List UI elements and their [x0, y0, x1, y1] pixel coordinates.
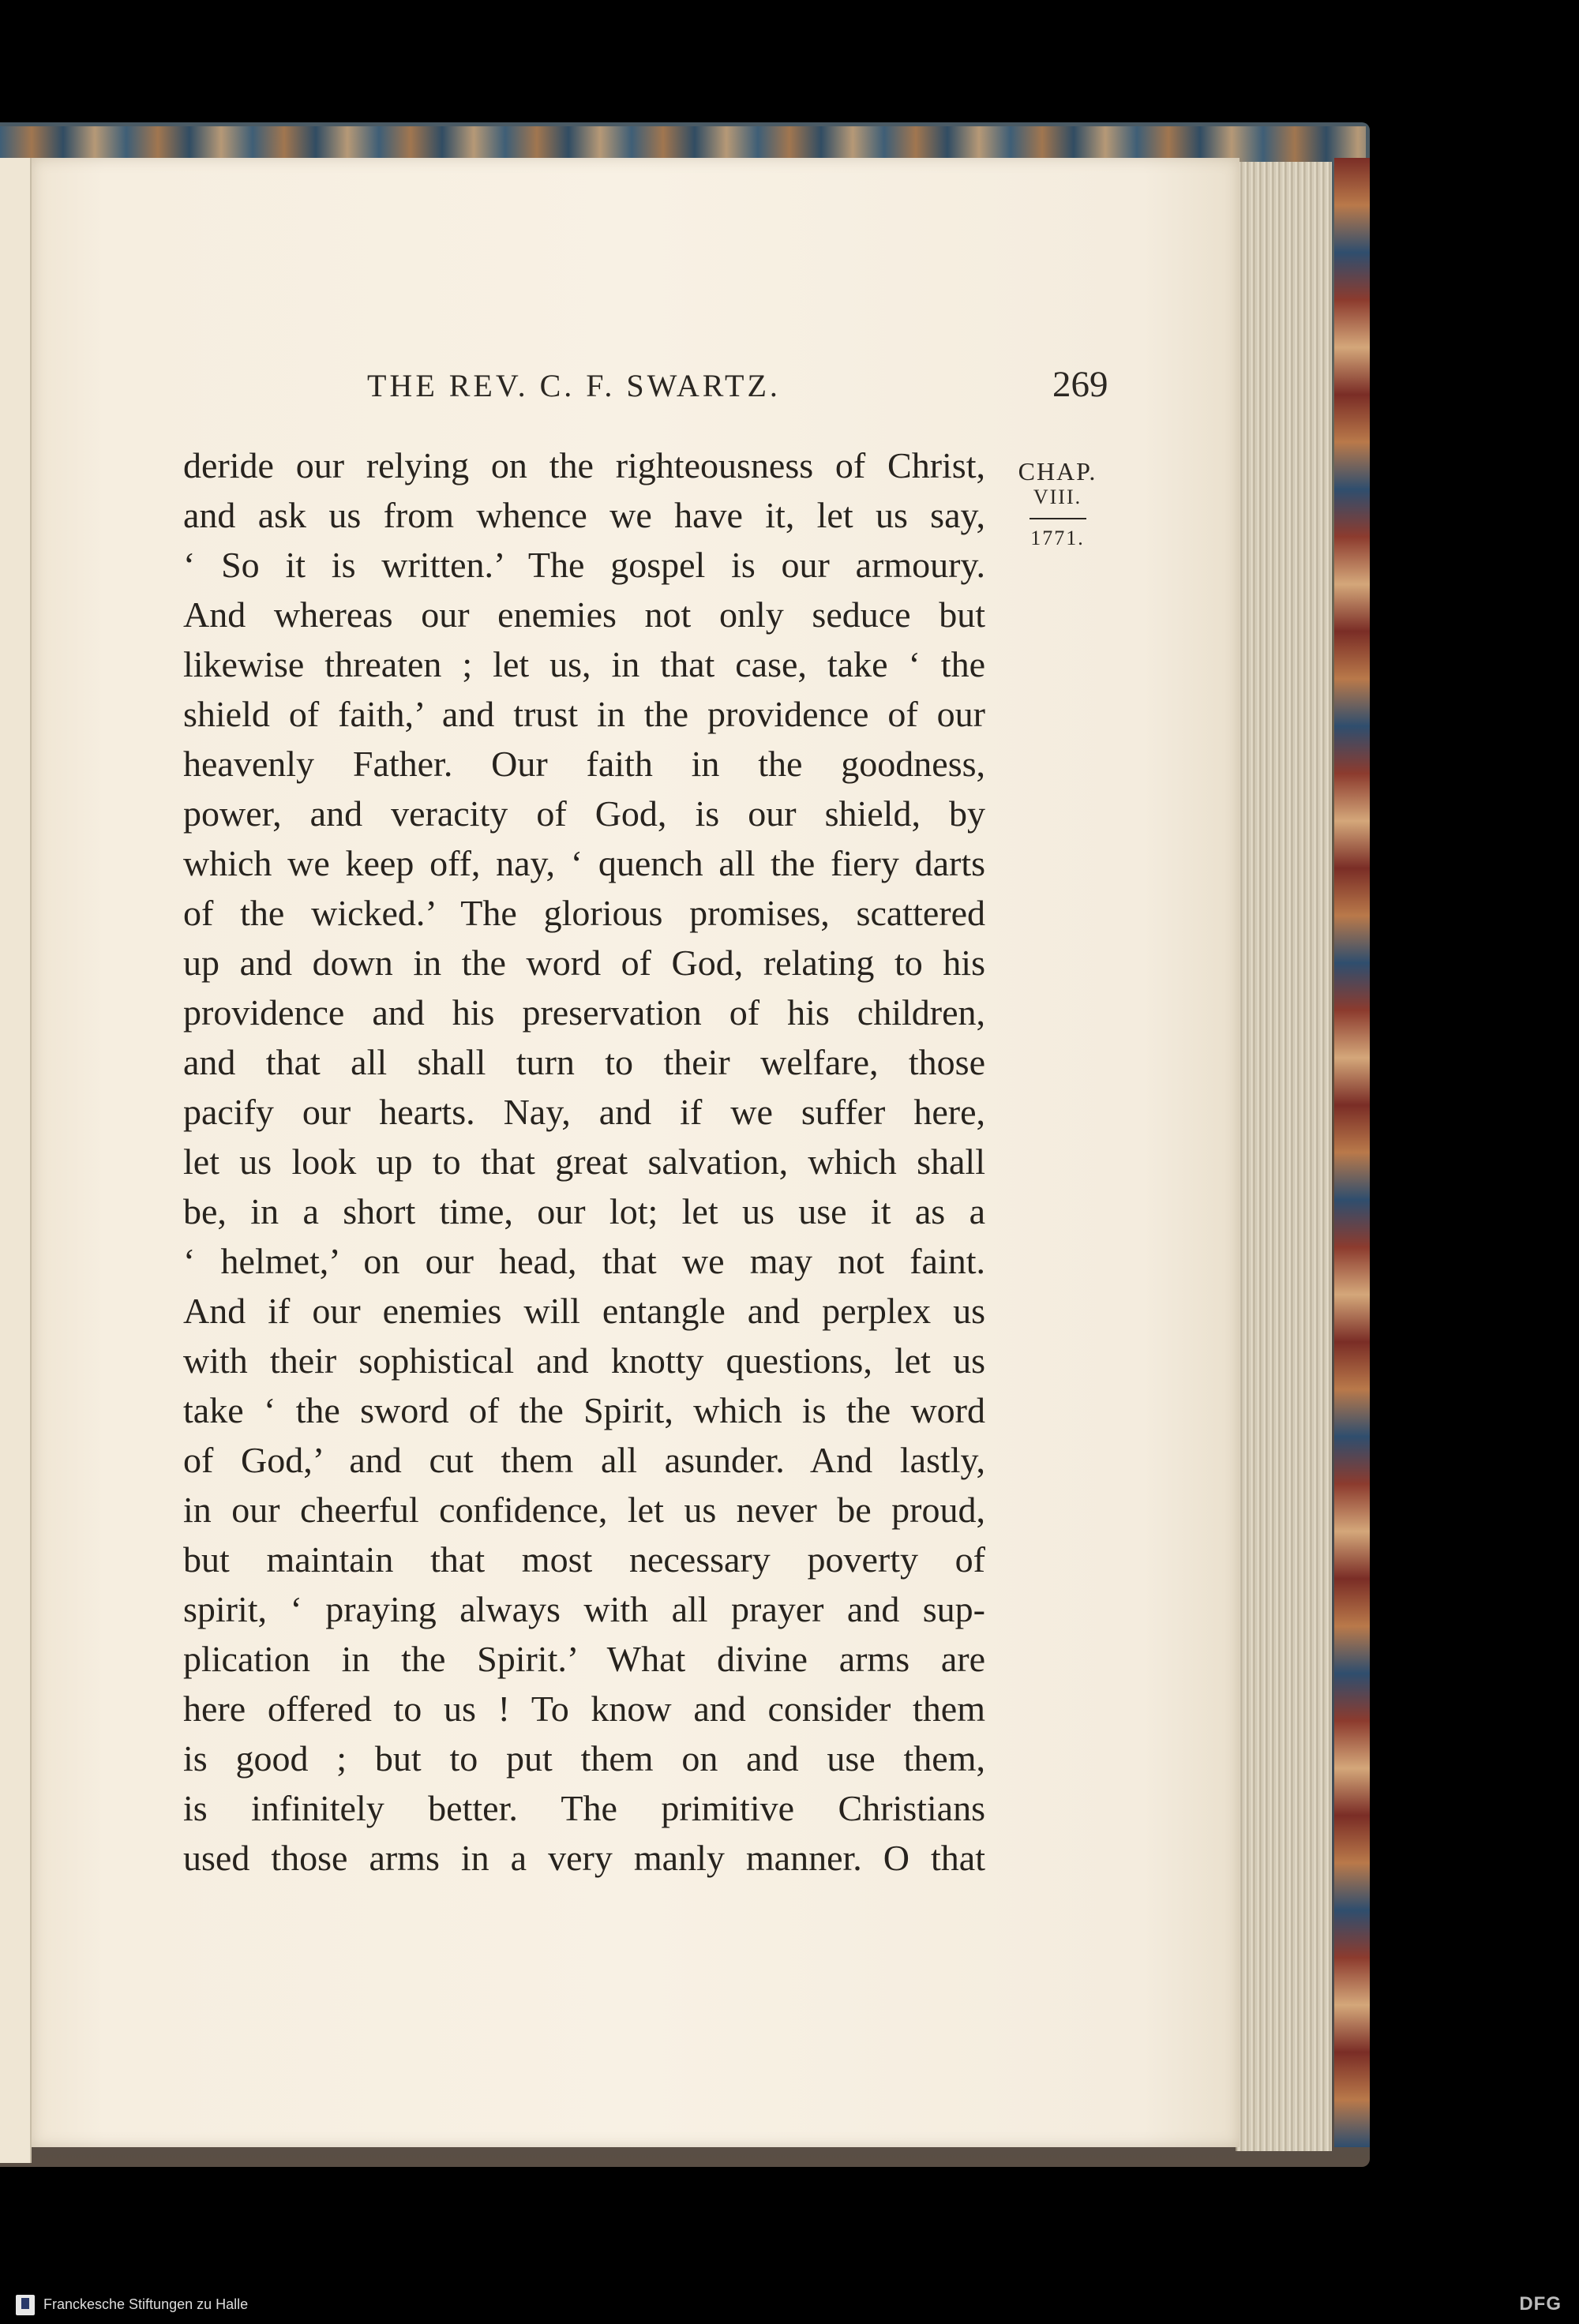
text-line: and ask us from whence we have it, let us say,: [183, 495, 985, 535]
text-line: which we keep off, nay, ‘ quench all the fiery darts: [183, 843, 985, 883]
text-line: of God,’ and cut them all asunder. And lastly,: [183, 1440, 985, 1480]
margin-rule: [1030, 518, 1086, 519]
text-line: be, in a short time, our lot; let us use it as a: [183, 1191, 985, 1231]
margin-year: 1771.: [1030, 527, 1085, 549]
text-line: and that all shall turn to their welfare, those: [183, 1042, 985, 1082]
margin-note: [1012, 456, 1103, 549]
text-line: providence and his preservation of his children,: [183, 992, 985, 1033]
running-head: THE REV. C. F. SWARTZ.: [367, 368, 781, 403]
dfg-logo: DFG: [1519, 2293, 1562, 2315]
marbled-edge-right: [1334, 158, 1370, 2147]
text-line: with their sophistical and knotty questions, let us: [183, 1340, 985, 1381]
text-line: And whereas our enemies not only seduce but: [183, 594, 985, 635]
institution-logo-icon: [16, 2295, 35, 2315]
text-line: plication in the Spirit.’ What divine arms are: [183, 1639, 985, 1679]
margin-chapter-number: VIII.: [1033, 485, 1082, 508]
text-line: take ‘ the sword of the Spirit, which is the word: [183, 1390, 985, 1430]
text-line: pacify our hearts. Nay, and if we suffer here,: [183, 1092, 985, 1132]
text-line: in our cheerful confidence, let us never be proud,: [183, 1490, 985, 1530]
text-line: And if our enemies will entangle and perplex us: [183, 1291, 985, 1331]
text-line: deride our relying on the righteousness of Christ,: [183, 445, 985, 485]
text-line: likewise threaten ; let us, in that case, take ‘ the: [183, 644, 985, 684]
text-line: of the wicked.’ The glorious promises, scattered: [183, 893, 985, 933]
page-fore-edge: [1236, 162, 1332, 2151]
text-line: let us look up to that great salvation, which shall: [183, 1141, 985, 1182]
text-line: power, and veracity of God, is our shield, by: [183, 793, 985, 834]
text-line: ‘ So it is written.’ The gospel is our armoury.: [183, 545, 985, 585]
text-line: up and down in the word of God, relating to his: [183, 943, 985, 983]
text-line: here offered to us ! To know and consider them: [183, 1689, 985, 1729]
institution-name: Franckesche Stiftungen zu Halle: [43, 2296, 249, 2312]
body-text: [183, 440, 985, 1883]
text-line: spirit, ‘ praying always with all prayer and sup-: [183, 1589, 985, 1629]
margin-chap-label: CHAP.: [1018, 457, 1097, 485]
text-line: is good ; but to put them on and use them,: [183, 1738, 985, 1779]
text-line: heavenly Father. Our faith in the goodness,: [183, 744, 985, 784]
page-number: 269: [1052, 364, 1108, 405]
text-line: shield of faith,’ and trust in the providence of our: [183, 694, 985, 734]
facing-page-edge: [0, 158, 32, 2163]
text-line: ‘ helmet,’ on our head, that we may not faint.: [183, 1241, 985, 1281]
viewer-footer: [0, 2285, 1579, 2324]
text-line: but maintain that most necessary poverty of: [183, 1539, 985, 1580]
text-line: used those arms in a very manly manner. O that: [183, 1838, 985, 1878]
text-line: is infinitely better. The primitive Christians: [183, 1788, 985, 1828]
